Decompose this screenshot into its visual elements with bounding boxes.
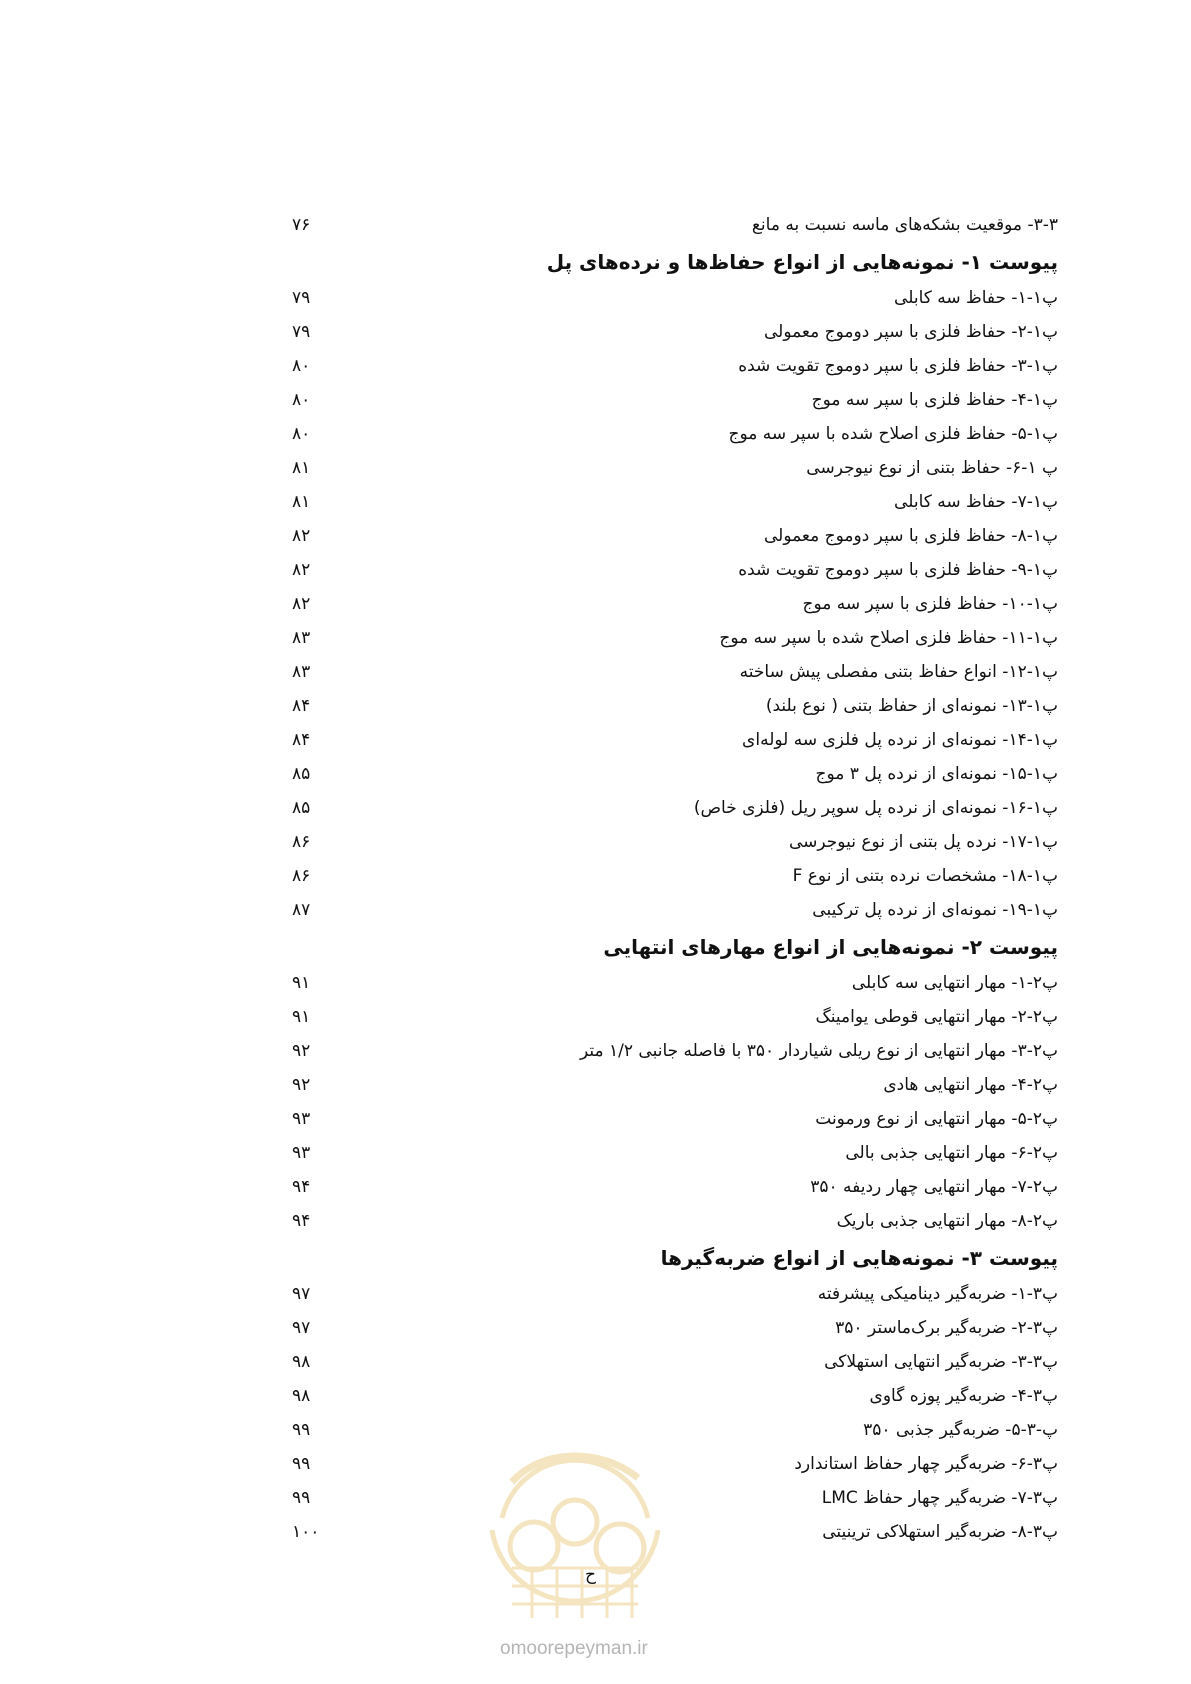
toc-entry-page: ۸۵ <box>292 798 311 818</box>
toc-entry-title: پ۱-۱۷- نرده پل بتنی از نوع نیوجرسی <box>788 832 1058 852</box>
toc-entry <box>292 621 1058 655</box>
toc-entry-title: پیوست ۳- نمونه‌هایی از انواع ضربه‌گیرها <box>660 1245 1058 1270</box>
toc-entry-title: پ۱-۱- حفاظ سه کابلی <box>894 288 1058 308</box>
toc-entry-page: ۸۰ <box>292 356 311 376</box>
toc-entry-page: ۸۳ <box>292 662 311 682</box>
toc-entry-page: ۹۱ <box>292 1007 311 1027</box>
toc-entry <box>292 966 1058 1000</box>
toc-entry-title: پ-۳-۵- ضربه‌گیر جذبی ۳۵۰ <box>863 1420 1058 1440</box>
toc-heading <box>292 242 1058 281</box>
toc-entry-title: پ۲-۷- مهار انتهایی چهار ردیفه ۳۵۰ <box>810 1177 1058 1197</box>
toc-entry-title: پ۲-۲- مهار انتهایی قوطی یوامینگ <box>815 1007 1058 1027</box>
toc-entry-page: ۹۲ <box>292 1075 311 1095</box>
toc-entry <box>292 315 1058 349</box>
toc-entry-title: پ۱-۸- حفاظ فلزی با سپر دوموج معمولی <box>763 526 1058 546</box>
toc-entry-title: پ۱-۱۱- حفاظ فلزی اصلاح شده با سپر سه موج <box>719 628 1058 648</box>
toc-entry <box>292 553 1058 587</box>
toc-entry <box>292 281 1058 315</box>
toc-entry-title: ۳-۳- موقعیت بشکه‌های ماسه نسبت به مانع <box>751 215 1058 235</box>
toc-entry-title: پ۱-۱۶- نمونه‌ای از نرده پل سوپر ریل (فلزی خاص) <box>693 798 1058 818</box>
toc-entry <box>292 1515 1058 1549</box>
toc-entry-title: پ۳-۱- ضربه‌گیر دینامیکی پیشرفته <box>817 1284 1058 1304</box>
toc-entry-page: ۸۴ <box>292 696 311 716</box>
toc-entry <box>292 1136 1058 1170</box>
toc-entry-title: پ۱-۴- حفاظ فلزی با سپر سه موج <box>811 390 1058 410</box>
watermark-site: omoorepeyman.ir <box>500 1638 648 1659</box>
toc-entry-title: پ۱-۹- حفاظ فلزی با سپر دوموج تقویت شده <box>738 560 1058 580</box>
toc-entry-title: پ۱-۱۹- نمونه‌ای از نرده پل ترکیبی <box>812 900 1058 920</box>
toc-entry-page: ۱۰۰ <box>292 1522 320 1542</box>
toc-entry <box>292 349 1058 383</box>
toc-entry <box>292 1447 1058 1481</box>
toc-entry-page: ۹۳ <box>292 1143 311 1163</box>
toc-entry-page: ۹۹ <box>292 1420 311 1440</box>
toc-entry-title: پ۲-۳- مهار انتهایی از نوع ریلی شیاردار ۳۵۰ با فاصله جانبی ۱/۲ متر <box>580 1041 1058 1061</box>
toc-entry-title: پ۱-۱۳- نمونه‌ای از حفاظ بتنی ( نوع بلند) <box>765 696 1058 716</box>
page-number: ح <box>585 1565 596 1585</box>
toc-entry-page: ۸۱ <box>292 458 311 478</box>
toc-entry-title: پ۱-۱۴- نمونه‌ای از نرده پل فلزی سه لوله‌ای <box>742 730 1058 750</box>
toc-entry-page: ۹۲ <box>292 1041 311 1061</box>
toc-entry-page: ۸۰ <box>292 424 311 444</box>
toc-entry <box>292 1204 1058 1238</box>
watermark-logo-icon <box>482 1418 668 1626</box>
toc-entry <box>292 655 1058 689</box>
toc-entry-title: پ۳-۳- ضربه‌گیر انتهایی استهلاکی <box>824 1352 1058 1372</box>
toc-entry-title: پ۳-۷- ضربه‌گیر چهار حفاظ LMC <box>821 1488 1058 1508</box>
toc-entry-page: ۷۹ <box>292 288 311 308</box>
toc-entry-title: پ۱-۱۲- انواع حفاظ بتنی مفصلی پیش ساخته <box>739 662 1058 682</box>
toc-entry-page: ۸۱ <box>292 492 311 512</box>
toc-heading <box>292 927 1058 966</box>
toc-entry-page: ۹۷ <box>292 1318 311 1338</box>
toc-entry-title: پ۲-۵- مهار انتهایی از نوع ورمونت <box>815 1109 1058 1129</box>
toc-entry <box>292 383 1058 417</box>
toc-entry <box>292 485 1058 519</box>
toc-entry-page: ۹۴ <box>292 1211 311 1231</box>
toc-entry <box>292 689 1058 723</box>
toc-entry-title: پ۳-۴- ضربه‌گیر پوزه گاوی <box>869 1386 1058 1406</box>
toc-entry <box>292 519 1058 553</box>
toc-entry-title: پ۱-۱۵- نمونه‌ای از نرده پل ۳ موج <box>815 764 1058 784</box>
toc-entry <box>292 723 1058 757</box>
toc-entry-title: پ۲-۴- مهار انتهایی هادی <box>883 1075 1058 1095</box>
toc-entry <box>292 1413 1058 1447</box>
toc-entry-page: ۸۲ <box>292 526 311 546</box>
table-of-contents <box>292 208 1058 1549</box>
toc-entry <box>292 1034 1058 1068</box>
toc-entry <box>292 1170 1058 1204</box>
toc-entry-page: ۸۴ <box>292 730 311 750</box>
toc-entry-title: پ۱-۲- حفاظ فلزی با سپر دوموج معمولی <box>763 322 1058 342</box>
toc-entry-page: ۹۴ <box>292 1177 311 1197</box>
toc-entry-page: ۹۹ <box>292 1488 311 1508</box>
toc-entry-title: پ ۱-۶- حفاظ بتنی از نوع نیوجرسی <box>806 458 1058 478</box>
toc-entry-page: ۸۰ <box>292 390 311 410</box>
toc-entry-page: ۹۹ <box>292 1454 311 1474</box>
toc-entry-title: پیوست ۲- نمونه‌هایی از انواع مهارهای انتهایی <box>603 934 1058 959</box>
toc-entry <box>292 825 1058 859</box>
toc-entry-page: ۸۶ <box>292 832 311 852</box>
toc-entry-page: ۸۲ <box>292 594 311 614</box>
toc-entry-page: ۹۸ <box>292 1352 311 1372</box>
toc-entry <box>292 1277 1058 1311</box>
toc-entry-page: ۸۷ <box>292 900 311 920</box>
toc-entry-title: پ۱-۱۰- حفاظ فلزی با سپر سه موج <box>802 594 1058 614</box>
toc-entry <box>292 893 1058 927</box>
toc-entry-title: پ۲-۶- مهار انتهایی جذبی بالی <box>845 1143 1058 1163</box>
toc-entry <box>292 1481 1058 1515</box>
toc-entry-page: ۸۶ <box>292 866 311 886</box>
toc-entry-title: پ۲-۱- مهار انتهایی سه کابلی <box>851 973 1058 993</box>
toc-entry-page: ۸۲ <box>292 560 311 580</box>
toc-entry-page: ۷۹ <box>292 322 311 342</box>
toc-entry <box>292 1102 1058 1136</box>
toc-entry-title: پ۳-۸- ضربه‌گیر استهلاکی ترینیتی <box>822 1522 1058 1542</box>
toc-entry-title: پ۲-۸- مهار انتهایی جذبی باریک <box>836 1211 1058 1231</box>
toc-entry-title: پ۱-۵- حفاظ فلزی اصلاح شده با سپر سه موج <box>728 424 1058 444</box>
toc-entry-page: ۸۳ <box>292 628 311 648</box>
toc-entry-page: ۹۱ <box>292 973 311 993</box>
toc-entry-page: ۷۶ <box>292 215 311 235</box>
toc-entry-title: پ۳-۲- ضربه‌گیر برک‌ماستر ۳۵۰ <box>835 1318 1058 1338</box>
toc-entry <box>292 1379 1058 1413</box>
toc-entry <box>292 757 1058 791</box>
toc-entry <box>292 1000 1058 1034</box>
toc-entry <box>292 451 1058 485</box>
toc-entry-title: پ۳-۶- ضربه‌گیر چهار حفاظ استاندارد <box>794 1454 1058 1474</box>
toc-entry <box>292 1311 1058 1345</box>
toc-entry <box>292 417 1058 451</box>
toc-entry-title: پیوست ۱- نمونه‌هایی از انواع حفاظ‌ها و نرده‌های پل <box>546 249 1058 274</box>
toc-entry-title: پ۱-۱۸- مشخصات نرده بتنی از نوع F <box>792 866 1058 886</box>
toc-entry-title: پ۱-۷- حفاظ سه کابلی <box>894 492 1058 512</box>
toc-heading <box>292 1238 1058 1277</box>
toc-entry-page: ۹۳ <box>292 1109 311 1129</box>
toc-entry <box>292 859 1058 893</box>
toc-entry <box>292 1345 1058 1379</box>
toc-entry <box>292 1068 1058 1102</box>
toc-entry <box>292 587 1058 621</box>
toc-entry <box>292 208 1058 242</box>
toc-entry-page: ۸۵ <box>292 764 311 784</box>
toc-entry-title: پ۱-۳- حفاظ فلزی با سپر دوموج تقویت شده <box>738 356 1058 376</box>
toc-entry-page: ۹۷ <box>292 1284 311 1304</box>
toc-entry <box>292 791 1058 825</box>
toc-entry-page: ۹۸ <box>292 1386 311 1406</box>
